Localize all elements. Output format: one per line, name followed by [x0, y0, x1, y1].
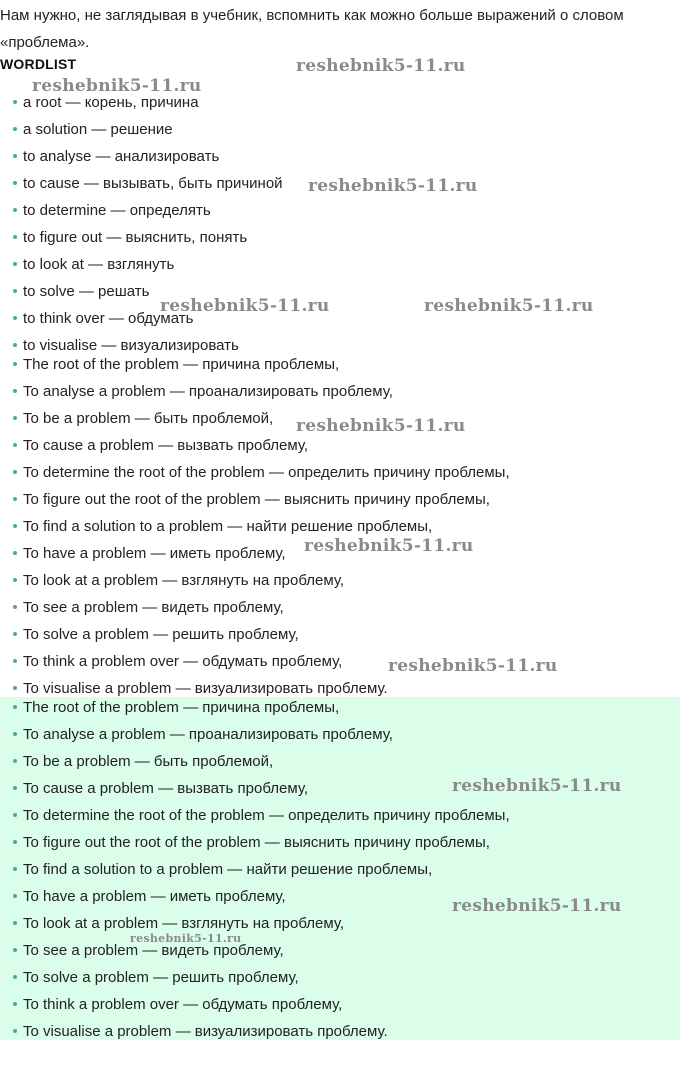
list-item	[13, 490, 490, 510]
watermark: reshebnik5-11.ru	[308, 176, 478, 196]
list-item-text: To look at a problem — взглянуть на проблему,	[23, 572, 344, 589]
bullet-icon	[13, 632, 17, 636]
list-item	[13, 228, 247, 248]
bullet-icon	[13, 659, 17, 663]
bullet-icon	[13, 289, 17, 293]
bullet-icon	[13, 605, 17, 609]
list-item-text: to cause — вызывать, быть причиной	[23, 175, 283, 192]
list-item-text: To be a problem — быть проблемой,	[23, 410, 274, 427]
list-item-text: To determine the root of the problem — определить причину проблемы,	[23, 464, 510, 481]
bullet-icon	[13, 416, 17, 420]
watermark: reshebnik5-11.ru	[130, 932, 242, 945]
bullet-icon	[13, 786, 17, 790]
watermark: reshebnik5-11.ru	[388, 656, 558, 676]
list-item-text: To find a solution to a problem — найти решение проблемы,	[23, 518, 433, 535]
watermark: reshebnik5-11.ru	[296, 56, 466, 76]
list-item	[13, 652, 342, 672]
watermark: reshebnik5-11.ru	[424, 296, 594, 316]
wordlist-heading: WORDLIST	[0, 56, 77, 72]
list-item-text: To analyse a problem — проанализировать проблему,	[23, 383, 393, 400]
list-item	[13, 571, 344, 591]
bullet-icon	[13, 551, 17, 555]
bullet-icon	[13, 235, 17, 239]
list-item-text: To figure out the root of the problem — выяснить причину проблемы,	[23, 491, 490, 508]
bullet-icon	[13, 578, 17, 582]
list-item-text: a root — корень, причина	[23, 94, 199, 111]
list-item	[13, 598, 284, 618]
bullet-icon	[13, 470, 17, 474]
list-item	[13, 968, 299, 988]
bullet-icon	[13, 921, 17, 925]
list-item	[13, 120, 173, 140]
bullet-icon	[13, 524, 17, 528]
bullet-icon	[13, 443, 17, 447]
list-item	[13, 679, 388, 699]
list-item-text: To figure out the root of the problem — выяснить причину проблемы,	[23, 834, 490, 851]
list-item-text: The root of the problem — причина проблемы,	[23, 699, 340, 716]
list-item-text: To have a problem — иметь проблему,	[23, 545, 286, 562]
list-item-text: To analyse a problem — проанализировать проблему,	[23, 726, 393, 743]
list-item-text: to determine — определять	[23, 202, 211, 219]
bullet-icon	[13, 840, 17, 844]
list-item	[13, 887, 286, 907]
list-item-text: To determine the root of the problem — определить причину проблемы,	[23, 807, 510, 824]
bullet-icon	[13, 867, 17, 871]
bullet-icon	[13, 1029, 17, 1033]
list-item	[13, 779, 308, 799]
list-item-text: To cause a problem — вызвать проблему,	[23, 437, 308, 454]
list-item	[13, 201, 211, 221]
bullet-icon	[13, 894, 17, 898]
bullet-icon	[13, 100, 17, 104]
list-item-text: To see a problem — видеть проблему,	[23, 942, 284, 959]
bullet-icon	[13, 813, 17, 817]
list-item	[13, 725, 393, 745]
bullet-icon	[13, 686, 17, 690]
list-item	[13, 517, 432, 537]
bullet-icon	[13, 262, 17, 266]
intro-text: Нам нужно, не заглядывая в учебник, вспомнить как можно больше выражений о словом «проблема».	[0, 7, 624, 51]
list-item-text: to visualise — визуализировать	[23, 337, 239, 354]
bullet-icon	[13, 497, 17, 501]
list-item-text: to look at — взглянуть	[23, 256, 175, 273]
watermark: reshebnik5-11.ru	[32, 76, 202, 96]
bullet-icon	[13, 759, 17, 763]
list-item	[13, 255, 174, 275]
list-item-text: To be a problem — быть проблемой,	[23, 753, 274, 770]
list-item	[13, 806, 510, 826]
list-item-text: To visualise a problem — визуализировать проблему.	[23, 680, 388, 697]
list-item	[13, 355, 339, 375]
bullet-icon	[13, 732, 17, 736]
bullet-icon	[13, 127, 17, 131]
bullet-icon	[13, 208, 17, 212]
list-item	[13, 544, 286, 564]
list-item	[13, 382, 393, 402]
list-item	[13, 282, 149, 302]
list-item-text: to think over — обдумать	[23, 310, 194, 327]
bullet-icon	[13, 343, 17, 347]
list-item	[13, 147, 219, 167]
list-item-text: To visualise a problem — визуализировать проблему.	[23, 1023, 388, 1040]
list-item-text: to analyse — анализировать	[23, 148, 220, 165]
list-item-text: To find a solution to a problem — найти решение проблемы,	[23, 861, 433, 878]
watermark: reshebnik5-11.ru	[304, 536, 474, 556]
list-item	[13, 336, 239, 356]
watermark: reshebnik5-11.ru	[160, 296, 330, 316]
list-item	[13, 995, 342, 1015]
bullet-icon	[13, 362, 17, 366]
list-item	[13, 914, 344, 934]
list-item	[13, 698, 339, 718]
list-item-text: To solve a problem — решить проблему,	[23, 626, 299, 643]
list-item	[13, 436, 308, 456]
list-item	[13, 625, 299, 645]
watermark: reshebnik5-11.ru	[452, 896, 622, 916]
bullet-icon	[13, 975, 17, 979]
list-item	[13, 463, 510, 483]
list-item-text: To have a problem — иметь проблему,	[23, 888, 286, 905]
bullet-icon	[13, 948, 17, 952]
list-item	[13, 174, 283, 194]
list-item	[13, 409, 273, 429]
list-item	[13, 833, 490, 853]
list-item	[13, 860, 432, 880]
list-item-text: to solve — решать	[23, 283, 150, 300]
list-item	[13, 93, 199, 113]
bullet-icon	[13, 389, 17, 393]
bullet-icon	[13, 1002, 17, 1006]
list-item-text: To think a problem over — обдумать проблему,	[23, 996, 343, 1013]
list-item-text: To look at a problem — взглянуть на проблему,	[23, 915, 344, 932]
list-item-text: to figure out — выяснить, понять	[23, 229, 248, 246]
bullet-icon	[13, 705, 17, 709]
bullet-icon	[13, 154, 17, 158]
watermark: reshebnik5-11.ru	[452, 776, 622, 796]
list-item	[13, 752, 273, 772]
list-item-text: To see a problem — видеть проблему,	[23, 599, 284, 616]
list-item-text: To cause a problem — вызвать проблему,	[23, 780, 308, 797]
bullet-icon	[13, 181, 17, 185]
list-item	[13, 1022, 388, 1042]
watermark: reshebnik5-11.ru	[296, 416, 466, 436]
list-item-text: The root of the problem — причина проблемы,	[23, 356, 340, 373]
list-item-text: To solve a problem — решить проблему,	[23, 969, 299, 986]
bullet-icon	[13, 316, 17, 320]
list-item-text: a solution — решение	[23, 121, 173, 138]
list-item-text: To think a problem over — обдумать проблему,	[23, 653, 343, 670]
